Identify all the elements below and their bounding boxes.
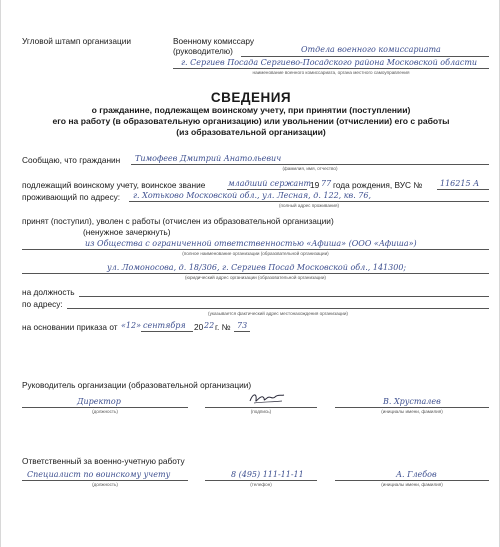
citizen-name: Тимофеев Дмитрий Анатольевич — [135, 154, 282, 163]
rank-value: младший сержант — [228, 179, 312, 188]
officer-name-caption: (инициалы имени, фамилия) — [381, 482, 443, 487]
order-day: 12 — [125, 321, 137, 330]
head-position-caption: (должность) — [92, 409, 118, 414]
stamp-label: Угловой штамп организации — [22, 36, 131, 46]
officer-label: Ответственный за военно-учетную работу — [22, 456, 185, 466]
document-subtitle-1: о гражданине, подлежащем воинскому учету, при принятии (поступлении) — [91, 105, 411, 115]
rank-line — [227, 189, 307, 190]
organization-value: из Общества с ограниченной ответственностью «Афиша» (ООО «Афиша») — [85, 239, 417, 248]
actual-address-caption: (указывается фактический адрес местонахождения организации) — [208, 311, 348, 316]
officer-position-line — [22, 480, 188, 481]
rank-label: подлежащий воинскому учету, воинское звание — [22, 180, 206, 190]
strike-note: (ненужное зачеркнуть) — [83, 227, 171, 237]
document-subtitle-3: (из образовательной организации) — [176, 127, 326, 137]
head-name-line — [335, 407, 489, 408]
addressee-line-1 — [241, 56, 489, 57]
head-name: В. Хрусталев — [383, 397, 441, 406]
year-suffix: года рождения, ВУС № — [333, 180, 423, 190]
order-date: «12» — [121, 321, 141, 330]
to-address-line — [67, 308, 489, 309]
officer-phone: 8 (495) 111-11-11 — [231, 470, 304, 479]
organization-address-line — [22, 273, 489, 274]
citizen-caption: (фамилия, имя, отчество) — [282, 166, 338, 171]
year-value: 77 — [321, 179, 332, 188]
officer-name-line — [335, 480, 489, 481]
order-number-line — [234, 331, 250, 332]
address-caption: (полный адрес проживания) — [279, 203, 339, 208]
document-title: СВЕДЕНИЯ — [210, 90, 292, 105]
officer-position: Специалист по воинскому учету — [27, 470, 171, 479]
officer-name: А. Глебов — [396, 470, 437, 479]
addressee-filled-1: Отдела военного комиссариата — [301, 45, 441, 54]
to-address-label: по адресу: — [22, 299, 63, 309]
addressee-filled-2: г. Сергиев Посада Сергиево-Посадского района Московской области — [181, 58, 478, 67]
hired-label: принят (поступил), уволен с работы (отчислен из образовательной организации) — [22, 216, 334, 226]
position-label: на должность — [22, 287, 75, 297]
head-name-caption: (инициалы имени, фамилия) — [381, 409, 443, 414]
year-prefix: 19 — [310, 180, 320, 190]
head-signature-caption: (подпись) — [250, 409, 272, 414]
report-label: Сообщаю, что гражданин — [22, 155, 121, 165]
address-line — [129, 201, 489, 202]
order-label: на основании приказа от — [22, 322, 118, 332]
vus-line — [437, 189, 489, 190]
order-year-suffix: г. № — [215, 322, 231, 332]
addressee-line-2 — [173, 68, 489, 69]
organization-caption: (полное наименование организации (образовательной организации) — [182, 251, 329, 256]
organization-address-caption: (юридический адрес организации (образовательной организации) — [185, 275, 326, 280]
order-year: 22 — [204, 321, 215, 330]
address-value: г. Хотьково Московской обл., ул. Лесная, д. 122, кв. 76, — [133, 191, 372, 200]
officer-phone-line — [205, 480, 317, 481]
officer-phone-caption: (телефон) — [250, 482, 272, 487]
position-line — [79, 296, 489, 297]
head-label: Руководитель организации (образовательной организации) — [22, 380, 252, 390]
addressee-label: Военному комиссару — [173, 36, 255, 46]
order-number: 73 — [237, 321, 248, 330]
address-label: проживающий по адресу: — [22, 192, 121, 202]
officer-position-caption: (должность) — [92, 482, 118, 487]
addressee-sublabel: (руководителю) — [173, 46, 233, 56]
organization-line — [22, 249, 489, 250]
head-signature-line — [205, 407, 317, 408]
vus-value: 116215 А — [440, 179, 480, 188]
handwritten-signature — [248, 391, 286, 405]
order-year-prefix: 20 — [194, 322, 204, 332]
organization-address-value: ул. Ломоносова, д. 18/306, г. Сергиев Посад Московской обл., 141300; — [107, 263, 407, 272]
head-position-line — [22, 407, 188, 408]
order-month: сентября — [143, 321, 186, 330]
order-month-line — [141, 331, 193, 332]
head-position: Директор — [77, 397, 121, 406]
addressee-caption: наименование военного комиссариата, органа местного самоуправления — [252, 70, 410, 75]
document-subtitle-2: его на работу (в образовательную организацию) или увольнении (отчислении) его с работы — [52, 116, 450, 126]
citizen-line — [131, 164, 489, 165]
